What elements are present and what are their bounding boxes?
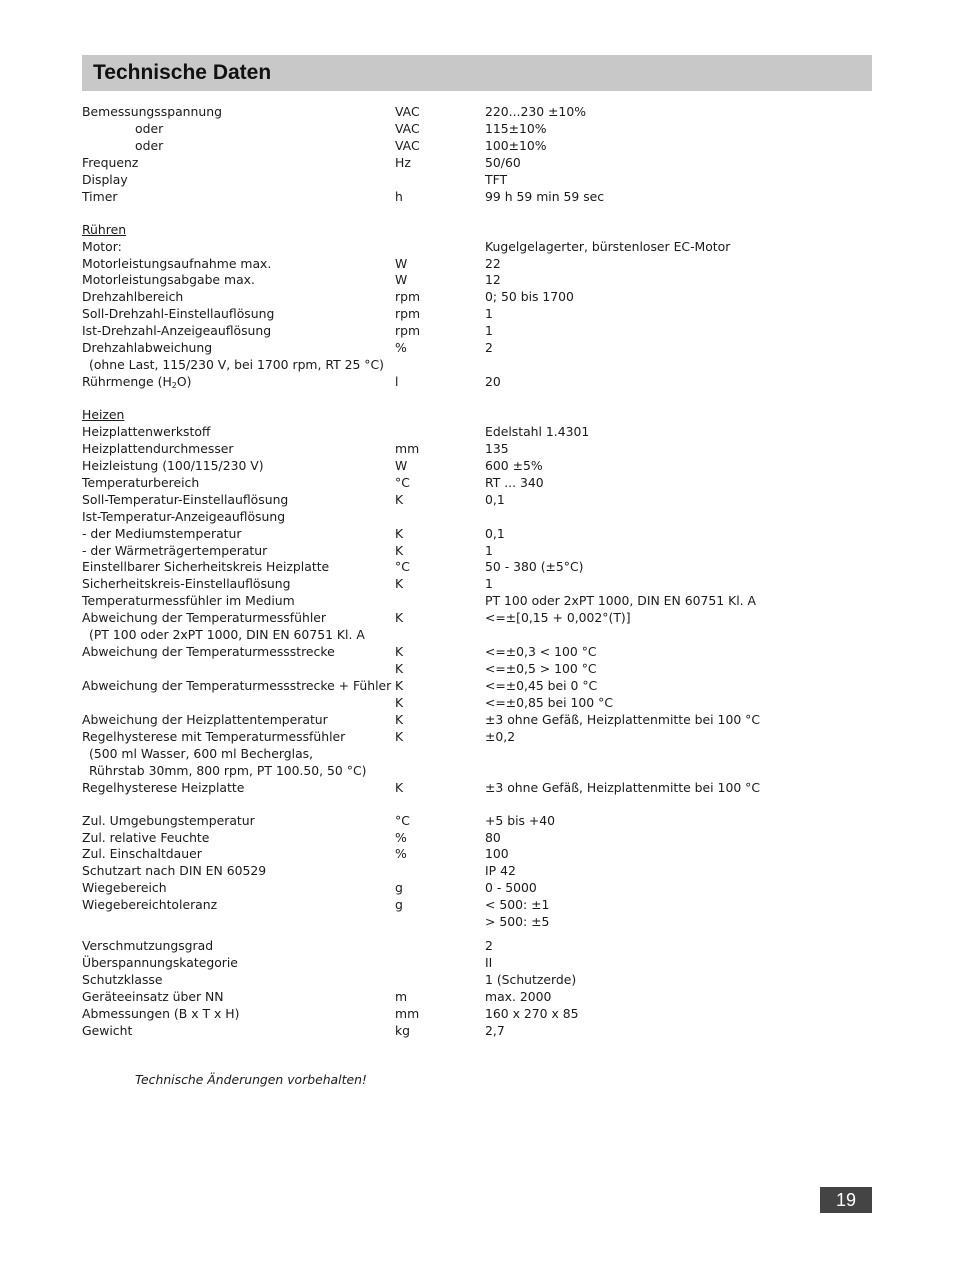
spec-value: ±3 ohne Gefäß, Heizplattenmitte bei 100 °C [485, 779, 760, 795]
spec-unit: VAC [395, 104, 420, 119]
spec-row [82, 189, 872, 206]
spec-row [82, 746, 872, 763]
spec-row [82, 357, 872, 374]
spec-row [82, 627, 872, 644]
spec-row [82, 256, 872, 273]
spec-unit: K [395, 610, 404, 626]
spec-row [82, 644, 872, 661]
spec-row [82, 441, 872, 458]
spec-unit: rpm [395, 323, 421, 339]
spec-row [82, 863, 872, 880]
spec-label: Abweichung der Temperaturmessstrecke [82, 644, 335, 660]
spec-value: 220...230 ±10% [485, 104, 586, 119]
spec-unit: W [395, 272, 408, 288]
section-heading-row [82, 222, 872, 239]
spec-label: - der Mediumstemperatur [82, 525, 242, 541]
spec-label-part: O) [176, 374, 192, 390]
spec-value: 100±10% [485, 137, 547, 153]
spec-label: Timer [82, 188, 118, 204]
spec-value: 20 [485, 374, 501, 390]
spec-label: Heizplattenwerkstoff [82, 423, 211, 439]
spec-row [82, 526, 872, 543]
spec-row [82, 897, 872, 914]
spec-unit: g [395, 880, 403, 896]
spec-row [82, 729, 872, 746]
spec-label: Motorleistungsabgabe max. [82, 272, 255, 288]
spec-unit: mm [395, 440, 420, 456]
spec-value: <=±[0,15 + 0,002°(T)] [485, 610, 631, 626]
spec-label-subscript: 2 [171, 381, 177, 391]
spec-value: 1 [485, 576, 493, 592]
spec-label: Temperaturbereich [82, 474, 200, 490]
spec-row [82, 576, 872, 593]
spec-row [82, 323, 872, 340]
spec-label: Abweichung der Temperaturmessfühler [82, 610, 326, 626]
spec-label: Motor: [82, 238, 122, 254]
spec-value: 135 [485, 440, 509, 456]
spacer [82, 797, 872, 813]
spec-label-part: Rührmenge (H [82, 374, 172, 390]
spec-unit: W [395, 457, 408, 473]
spec-value: 99 h 59 min 59 sec [485, 188, 605, 204]
spec-row [82, 830, 872, 847]
spec-row [82, 306, 872, 323]
spec-value: max. 2000 [485, 988, 552, 1004]
spec-row [82, 121, 872, 138]
spec-unit: K [395, 644, 404, 660]
spec-value: Edelstahl 1.4301 [485, 423, 590, 439]
spec-row [82, 880, 872, 897]
spec-unit: K [395, 728, 404, 744]
spec-value: 1 [485, 323, 493, 339]
spec-unit: °C [395, 474, 410, 490]
spec-row [82, 678, 872, 695]
spec-unit: K [395, 525, 404, 541]
spec-label: Temperaturmessfühler im Medium [82, 593, 295, 609]
spec-table [82, 104, 872, 1040]
spec-unit: K [395, 576, 404, 592]
spec-value: IP 42 [485, 863, 516, 879]
spec-row [82, 914, 872, 931]
spec-value: Kugelgelagerter, bürstenloser EC-Motor [485, 238, 731, 254]
spec-unit: K [395, 779, 404, 795]
section-heading: Heizen [82, 407, 125, 422]
spec-row [82, 239, 872, 256]
spec-row [82, 492, 872, 509]
spec-row [82, 780, 872, 797]
spacer [82, 206, 872, 222]
spec-label: Heizleistung (100/115/230 V) [82, 457, 264, 473]
spec-row [82, 172, 872, 189]
spec-value: 2,7 [485, 1022, 505, 1038]
spec-label: Geräteeinsatz über NN [82, 988, 224, 1004]
spec-label: Regelhysterese mit Temperaturmessfühler [82, 728, 346, 744]
spec-unit: °C [395, 559, 410, 575]
spec-label: Rührstab 30mm, 800 rpm, PT 100.50, 50 °C) [89, 762, 367, 778]
spec-unit: K [395, 491, 404, 507]
spec-row [82, 458, 872, 475]
section-heading-row [82, 407, 872, 424]
spec-label: Drehzahlabweichung [82, 340, 213, 356]
spec-row [82, 559, 872, 576]
spec-unit: K [395, 711, 404, 727]
spec-label: Drehzahlbereich [82, 289, 184, 305]
spec-value: II [485, 955, 493, 971]
spec-value: <=±0,85 bei 100 °C [485, 694, 613, 710]
spec-row [82, 289, 872, 306]
spec-label: Bemessungsspannung [82, 104, 222, 119]
spec-unit: m [395, 988, 408, 1004]
spec-value: 600 ±5% [485, 457, 543, 473]
footnote: Technische Änderungen vorbehalten! [135, 1072, 367, 1087]
spec-value: 0,1 [485, 491, 505, 507]
spec-value: ±0,2 [485, 728, 516, 744]
page-title: Technische Daten [93, 61, 272, 84]
spec-value: <=±0,45 bei 0 °C [485, 678, 598, 693]
spec-label: Sicherheitskreis-Einstellauflösung [82, 576, 291, 592]
spec-label: Einstellbarer Sicherheitskreis Heizplatte [82, 559, 330, 575]
spec-label: Soll-Drehzahl-Einstellauflösung [82, 306, 275, 322]
spec-label [82, 374, 191, 391]
spec-value: TFT [485, 171, 508, 187]
spec-row [82, 938, 872, 955]
spec-label: Wiegebereich [82, 880, 167, 896]
spec-row [82, 543, 872, 560]
spec-value: ±3 ohne Gefäß, Heizplattenmitte bei 100 °C [485, 711, 760, 727]
spec-unit: K [395, 661, 404, 677]
spec-row [82, 1023, 872, 1040]
spec-row [82, 509, 872, 526]
spec-label: Abweichung der Heizplattentemperatur [82, 711, 328, 727]
spec-value: +5 bis +40 [485, 812, 556, 828]
page-number: 19 [820, 1187, 872, 1213]
spec-label: (ohne Last, 115/230 V, bei 1700 rpm, RT 25 °C) [89, 357, 384, 373]
spec-unit: VAC [395, 137, 420, 153]
spec-value: <=±0,3 < 100 °C [485, 644, 597, 660]
spec-value: 22 [485, 255, 501, 271]
spec-label: (500 ml Wasser, 600 ml Becherglas, [89, 745, 314, 761]
spec-value: 2 [485, 340, 493, 356]
spec-unit: Hz [395, 154, 411, 170]
spec-unit: K [395, 542, 404, 558]
spec-unit: rpm [395, 289, 421, 305]
spec-row [82, 712, 872, 729]
spec-value: 100 [485, 846, 509, 862]
spec-unit: VAC [395, 120, 420, 136]
spec-row [82, 661, 872, 678]
spec-value: 0 - 5000 [485, 880, 537, 896]
spacer [82, 931, 872, 938]
spec-value: 12 [485, 272, 501, 288]
spec-value: < 500: ±1 [485, 897, 550, 913]
spec-row [82, 813, 872, 830]
spec-row [82, 955, 872, 972]
spec-row [82, 340, 872, 357]
spec-unit: rpm [395, 306, 421, 322]
spec-unit: % [395, 846, 407, 862]
spec-label: Heizplattendurchmesser [82, 440, 234, 456]
spec-value: 0; 50 bis 1700 [485, 289, 574, 305]
spec-value: 160 x 270 x 85 [485, 1005, 579, 1021]
spec-value: > 500: ±5 [485, 914, 550, 930]
spec-row [82, 424, 872, 441]
spec-row [82, 846, 872, 863]
spec-label: Ist-Drehzahl-Anzeigeauflösung [82, 323, 272, 339]
spec-label: Überspannungskategorie [82, 955, 238, 971]
spec-label: Frequenz [82, 154, 139, 170]
spec-row [82, 475, 872, 492]
spec-unit: % [395, 829, 407, 845]
spec-label: Soll-Temperatur-Einstellauflösung [82, 491, 289, 507]
spec-label: Regelhysterese Heizplatte [82, 779, 245, 795]
spec-label: Motorleistungsaufnahme max. [82, 255, 272, 271]
spec-label: Ist-Temperatur-Anzeigeauflösung [82, 508, 286, 524]
spec-label: Zul. relative Feuchte [82, 829, 210, 845]
spec-value: 115±10% [485, 120, 547, 136]
spec-value: RT ... 340 [485, 474, 544, 490]
spec-unit: K [395, 678, 404, 693]
spec-label: Zul. Einschaltdauer [82, 846, 202, 862]
spec-row [82, 610, 872, 627]
spec-label: Display [82, 171, 128, 187]
spec-label: Abmessungen (B x T x H) [82, 1005, 240, 1021]
spec-value: <=±0,5 > 100 °C [485, 661, 597, 677]
spec-label: oder [135, 137, 164, 153]
spec-row [82, 104, 872, 121]
spec-value: 50 - 380 (±5°C) [485, 559, 584, 575]
spec-row [82, 763, 872, 780]
spec-row [82, 989, 872, 1006]
title-bar [82, 55, 872, 91]
spec-row [82, 695, 872, 712]
spec-label: oder [135, 120, 164, 136]
spec-unit: kg [395, 1022, 411, 1038]
spec-label: Schutzklasse [82, 972, 163, 987]
spec-unit: K [395, 694, 404, 710]
spacer [82, 391, 872, 407]
spec-unit: h [395, 188, 403, 204]
spec-row [82, 1006, 872, 1023]
spec-row [82, 138, 872, 155]
spec-unit: W [395, 255, 408, 271]
spec-value: 1 (Schutzerde) [485, 972, 577, 987]
spec-unit: mm [395, 1005, 420, 1021]
spec-value: 1 [485, 542, 493, 558]
spec-value: 0,1 [485, 525, 505, 541]
spec-label: Gewicht [82, 1022, 133, 1038]
spec-value: 80 [485, 829, 501, 845]
spec-label: (PT 100 oder 2xPT 1000, DIN EN 60751 Kl. A [89, 627, 365, 643]
spec-value: 1 [485, 306, 493, 322]
spec-unit: °C [395, 812, 410, 828]
spec-value: 2 [485, 938, 493, 954]
spec-row [82, 972, 872, 989]
spec-unit: % [395, 340, 407, 356]
spec-row [82, 272, 872, 289]
spec-value: 50/60 [485, 154, 521, 170]
spec-row [82, 374, 872, 391]
spec-label: Zul. Umgebungstemperatur [82, 812, 255, 828]
spec-label: - der Wärmeträgertemperatur [82, 542, 268, 558]
spec-row [82, 155, 872, 172]
spec-label: Abweichung der Temperaturmessstrecke + Fühler [82, 678, 392, 693]
section-heading: Rühren [82, 221, 127, 237]
spec-value: PT 100 oder 2xPT 1000, DIN EN 60751 Kl. A [485, 593, 756, 609]
spec-label: Schutzart nach DIN EN 60529 [82, 863, 267, 879]
spec-label: Wiegebereichtoleranz [82, 897, 218, 913]
spec-unit: l [395, 374, 399, 390]
spec-unit: g [395, 897, 403, 913]
spec-label: Verschmutzungsgrad [82, 938, 214, 954]
spec-row [82, 593, 872, 610]
